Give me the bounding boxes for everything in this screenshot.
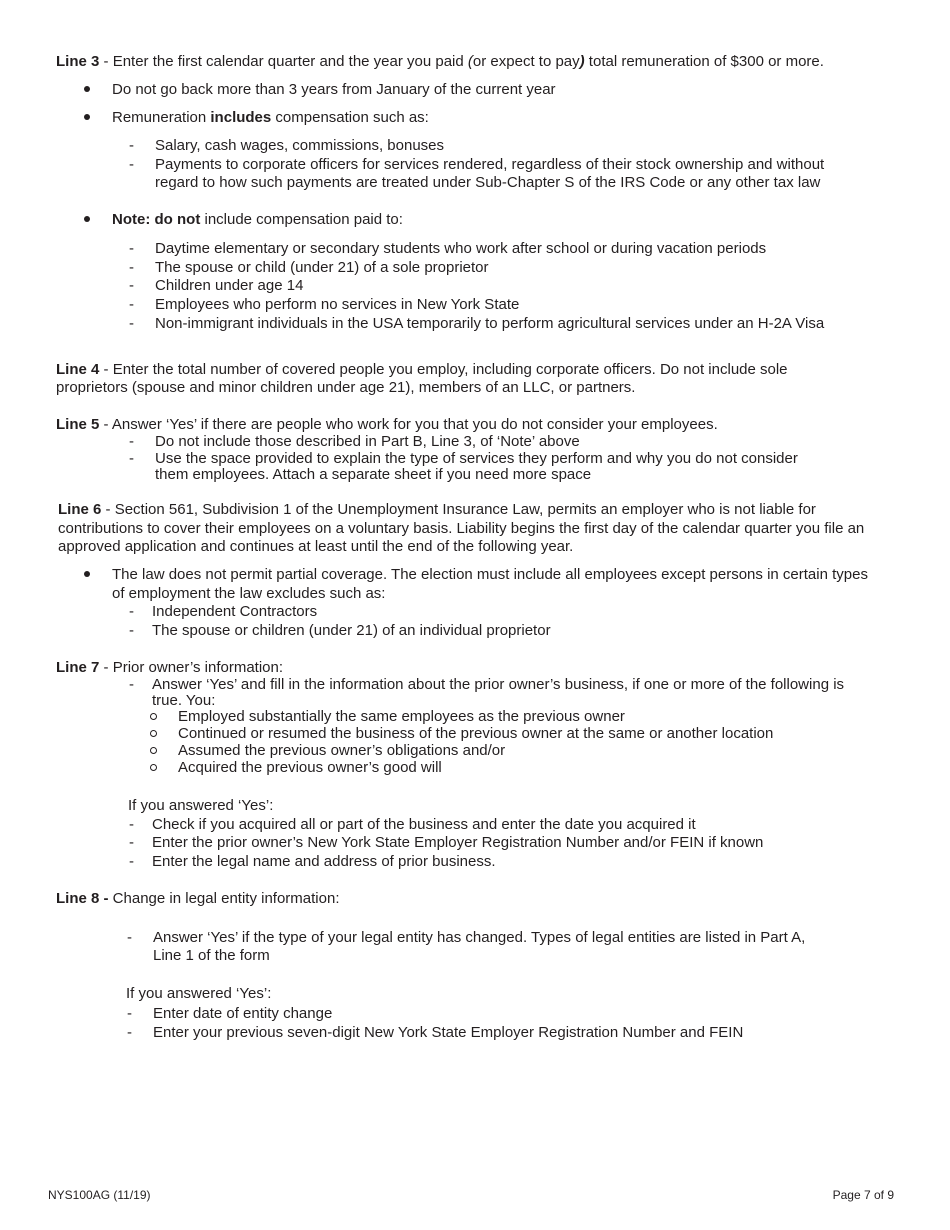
dash-icon: - bbox=[129, 137, 134, 154]
line5-item-cont: them employees. Attach a separate sheet if you need more space bbox=[155, 466, 592, 483]
line8-answer-cont: Line 1 of the form bbox=[153, 947, 270, 964]
line5-item: Use the space provided to explain the type of services they perform and why you do not consider bbox=[155, 450, 798, 467]
form-id: NYS100AG (11/19) bbox=[48, 1188, 151, 1202]
includes-item: Payments to corporate officers for services rendered, regardless of their stock ownership and without bbox=[155, 156, 825, 173]
dash-icon: - bbox=[127, 1024, 132, 1041]
line7-condition: Assumed the previous owner’s obligations and/or bbox=[178, 742, 506, 759]
bullet-icon bbox=[84, 571, 90, 577]
bullet-icon bbox=[84, 216, 90, 222]
line8-yes-item: Enter your previous seven-digit New York State Employer Registration Number and FEIN bbox=[153, 1024, 744, 1041]
dash-icon: - bbox=[129, 676, 134, 693]
line7-yes-item: Check if you acquired all or part of the business and enter the date you acquired it bbox=[152, 816, 696, 833]
line8-yes-item: Enter date of entity change bbox=[153, 1005, 333, 1022]
line4-heading: Line 4 - Enter the total number of covered people you employ, including corporate officers. Do not include sole bbox=[56, 361, 788, 378]
excludes-item: Non-immigrant individuals in the USA temporarily to perform agricultural services under an H-2A Visa bbox=[155, 315, 825, 332]
dash-icon: - bbox=[129, 622, 134, 639]
dash-icon: - bbox=[129, 816, 134, 833]
line7-yes-item: Enter the prior owner’s New York State Employer Registration Number and/or FEIN if known bbox=[152, 834, 764, 851]
line4-text: proprietors (spouse and minor children under age 21), members of an LLC, or partners. bbox=[56, 379, 636, 396]
dash-icon: - bbox=[129, 315, 134, 332]
circle-bullet-icon bbox=[150, 747, 157, 754]
dash-icon: - bbox=[129, 156, 134, 173]
includes-item-cont: regard to how such payments are treated under Sub-Chapter S of the IRS Code or any other tax law bbox=[155, 174, 821, 191]
excludes-item: Daytime elementary or secondary students who work after school or during vacation periods bbox=[155, 240, 767, 257]
line6-item: Independent Contractors bbox=[152, 603, 318, 620]
line7-answer: Answer ‘Yes’ and fill in the information about the prior owner’s business, if one or more of the following is bbox=[152, 676, 845, 693]
line6-bullet: The law does not permit partial coverage. The election must include all employees except persons in certain types bbox=[112, 566, 868, 583]
dash-icon: - bbox=[127, 1005, 132, 1022]
line7-condition: Continued or resumed the business of the previous owner at the same or another location bbox=[178, 725, 774, 742]
line3-bullet1: Do not go back more than 3 years from January of the current year bbox=[112, 81, 556, 98]
line5-heading: Line 5 - Answer ‘Yes’ if there are people who work for you that you do not consider your employees. bbox=[56, 416, 718, 433]
dash-icon: - bbox=[129, 259, 134, 276]
line6-bullet-cont: of employment the law excludes such as: bbox=[112, 585, 386, 602]
line3-note: Note: do not include compensation paid to: bbox=[112, 211, 403, 228]
dash-icon: - bbox=[129, 296, 134, 313]
line3-bullet2: Remuneration includes compensation such as: bbox=[112, 109, 429, 126]
circle-bullet-icon bbox=[150, 713, 157, 720]
line8-heading: Line 8 - Change in legal entity information: bbox=[56, 890, 340, 907]
dash-icon: - bbox=[129, 603, 134, 620]
line7-condition: Acquired the previous owner’s good will bbox=[178, 759, 442, 776]
line8-if-yes: If you answered ‘Yes’: bbox=[126, 985, 272, 1002]
dash-icon: - bbox=[129, 853, 134, 870]
dash-icon: - bbox=[129, 240, 134, 257]
bullet-icon bbox=[84, 86, 90, 92]
dash-icon: - bbox=[129, 834, 134, 851]
dash-icon: - bbox=[129, 450, 134, 467]
line6-text: approved application and continues at least until the end of the following year. bbox=[58, 538, 574, 555]
line7-condition: Employed substantially the same employees as the previous owner bbox=[178, 708, 625, 725]
line6-text: contributions to cover their employees on a voluntary basis. Liability begins the first day of the calendar quarter you file an bbox=[58, 520, 865, 537]
line6-heading: Line 6 - Section 561, Subdivision 1 of the Unemployment Insurance Law, permits an employer who is not liable for bbox=[58, 501, 816, 518]
page-number: Page 7 of 9 bbox=[832, 1188, 894, 1202]
line8-answer: Answer ‘Yes’ if the type of your legal entity has changed. Types of legal entities are listed in Part A, bbox=[153, 929, 806, 946]
line7-heading: Line 7 - Prior owner’s information: bbox=[56, 659, 284, 676]
includes-item: Salary, cash wages, commissions, bonuses bbox=[155, 137, 445, 154]
circle-bullet-icon bbox=[150, 764, 157, 771]
line7-answer-cont: true. You: bbox=[152, 692, 216, 709]
circle-bullet-icon bbox=[150, 730, 157, 737]
excludes-item: Children under age 14 bbox=[155, 277, 304, 294]
line7-yes-item: Enter the legal name and address of prior business. bbox=[152, 853, 496, 870]
line3-label: Line 3 bbox=[56, 53, 100, 70]
line5-item: Do not include those described in Part B, Line 3, of ‘Note’ above bbox=[155, 433, 580, 450]
line6-item: The spouse or children (under 21) of an individual proprietor bbox=[152, 622, 551, 639]
dash-icon: - bbox=[129, 433, 134, 450]
line7-if-yes: If you answered ‘Yes’: bbox=[128, 797, 274, 814]
dash-icon: - bbox=[127, 929, 132, 946]
dash-icon: - bbox=[129, 277, 134, 294]
line3-heading: Line 3 - Enter the first calendar quarter and the year you paid (or expect to pay) total remuneration of $300 or more. bbox=[56, 53, 824, 70]
excludes-item: Employees who perform no services in New York State bbox=[155, 296, 520, 313]
bullet-icon bbox=[84, 114, 90, 120]
excludes-item: The spouse or child (under 21) of a sole proprietor bbox=[155, 259, 489, 276]
